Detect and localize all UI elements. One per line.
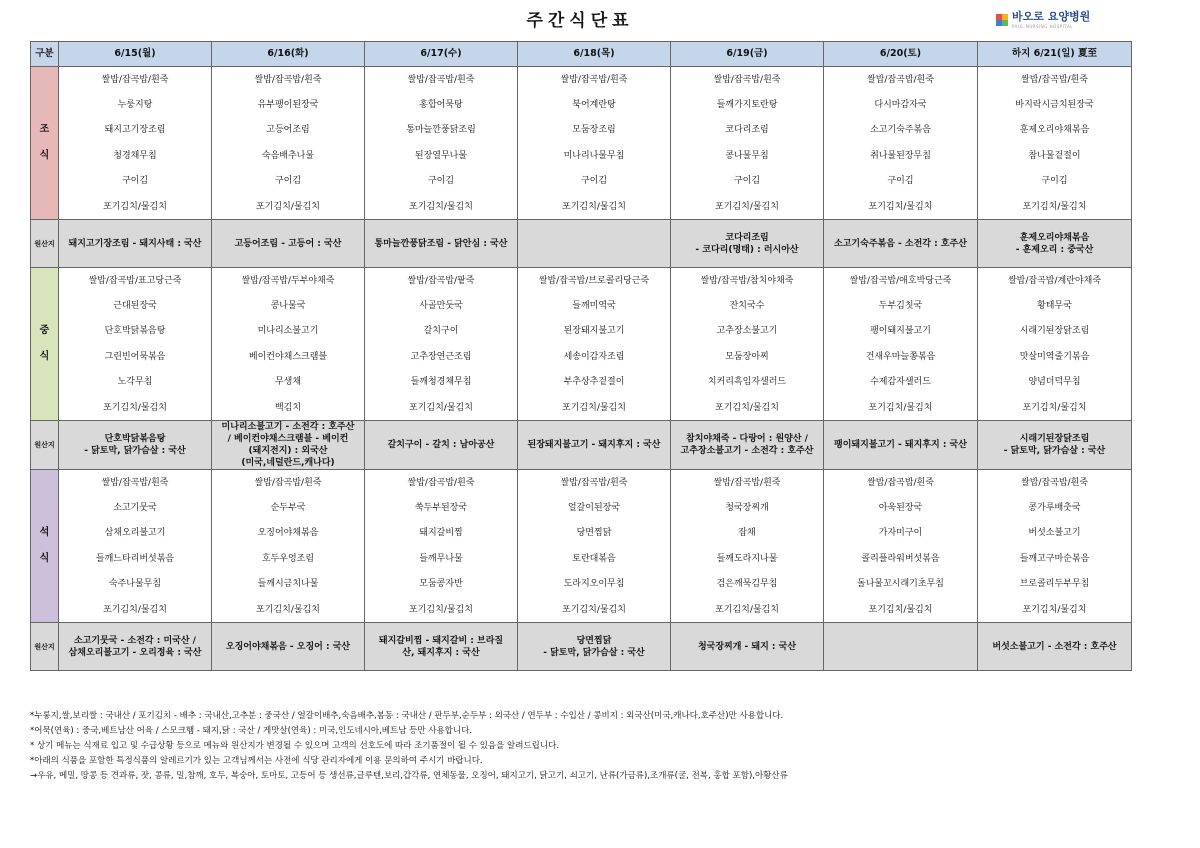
meal-label-char: 석: [39, 527, 50, 538]
header-day: 6/17(수): [365, 42, 518, 67]
menu-item: 코다리조림: [671, 118, 824, 144]
menu-item: 통마늘깐풍닭조림: [365, 118, 518, 144]
menu-item: 미나리소불고기: [212, 319, 365, 345]
menu-item: 세송이감자조림: [518, 344, 671, 370]
header-row: [31, 42, 1132, 67]
breakfast-label: [31, 67, 59, 220]
menu-item: 순두부국: [212, 495, 365, 521]
menu-item: 쌀밥/잡곡밥/흰죽: [824, 67, 978, 93]
menu-item: 모둠장아찌: [671, 344, 824, 370]
menu-item: 쌀밥/잡곡밥/참치야채죽: [671, 268, 824, 294]
header-corner: 구분: [31, 42, 59, 67]
lunch-row: [31, 344, 1132, 370]
menu-item: 홍합어묵탕: [365, 92, 518, 118]
menu-item: 가자미구이: [824, 521, 978, 547]
origin-info: 팽이돼지불고기 - 돼지후지 : 국산: [824, 421, 978, 470]
menu-item: 들깨도라지나물: [671, 546, 824, 572]
meal-label-char: 식: [39, 351, 50, 362]
origin-info: 참치야채죽 - 다랑어 : 원양산 / 고추장소불고기 - 소전각 : 호주산: [671, 421, 824, 470]
meal-label-char: 중: [39, 325, 50, 336]
menu-item: 콩나물국: [212, 293, 365, 319]
lunch-row: [31, 268, 1132, 294]
menu-item: 백김치: [212, 395, 365, 421]
menu-item: 청국장찌개: [671, 495, 824, 521]
menu-item: 된장열무나물: [365, 143, 518, 169]
menu-item: 도라지오이무침: [518, 572, 671, 598]
menu-item: 포기김치/물김치: [365, 395, 518, 421]
menu-item: 미나리나물무침: [518, 143, 671, 169]
origin-info: 된장돼지불고기 - 돼지후지 : 국산: [518, 421, 671, 470]
logo-subtitle: PAUL NURSING HOSPITAL: [1012, 24, 1073, 29]
dinner-row: [31, 521, 1132, 547]
origin-info: 소고기숙주볶음 - 소전각 : 호주산: [824, 220, 978, 268]
menu-item: 치커리흑임자샐러드: [671, 370, 824, 396]
breakfast-row: [31, 67, 1132, 93]
dinner-row: [31, 572, 1132, 598]
menu-item: 포기김치/물김치: [824, 395, 978, 421]
note-line: *어묵(연육) : 중국,베트남산 어육 / 스모크햄 - 돼지,닭 : 국산 / 게맛살(연육) : 미국,인도네시아,베트남 등만 사용합니다.: [30, 726, 473, 736]
header-day: 6/20(토): [824, 42, 978, 67]
menu-item: 취나물된장무침: [824, 143, 978, 169]
menu-item: 포기김치/물김치: [59, 395, 212, 421]
menu-item: 쌀밥/잡곡밥/흰죽: [671, 470, 824, 496]
menu-item: 콜리플라워버섯볶음: [824, 546, 978, 572]
logo-icon: [996, 14, 1008, 26]
menu-item: 쌀밥/잡곡밥/흰죽: [212, 470, 365, 496]
menu-item: 쌀밥/잡곡밥/흰죽: [978, 470, 1132, 496]
menu-item: 쌀밥/잡곡밥/두부야채죽: [212, 268, 365, 294]
menu-item: 포기김치/물김치: [671, 597, 824, 623]
menu-item: 쌀밥/잡곡밥/흰죽: [824, 470, 978, 496]
menu-item: 토란대볶음: [518, 546, 671, 572]
menu-item: 포기김치/물김치: [824, 597, 978, 623]
menu-item: 들깨청경채무침: [365, 370, 518, 396]
origin-info: 소고기뭇국 - 소전각 : 미국산 / 삼채오리불고기 - 오리정육 : 국산: [59, 623, 212, 671]
lunch-row: [31, 395, 1132, 421]
header-day: 하지 6/21(일) 夏至: [978, 42, 1132, 67]
menu-item: 건새우마늘쫑볶음: [824, 344, 978, 370]
menu-item: 구이김: [518, 169, 671, 195]
header-day: 6/16(화): [212, 42, 365, 67]
menu-item: 북어계란탕: [518, 92, 671, 118]
menu-item: 쌀밥/잡곡밥/표고당근죽: [59, 268, 212, 294]
dinner-origin-row: [31, 623, 1132, 671]
menu-item: 바지락시금치된장국: [978, 92, 1132, 118]
menu-item: 잡채: [671, 521, 824, 547]
menu-item: 구이김: [59, 169, 212, 195]
note-line: *누룽지,쌀,보리쌀 : 국내산 / 포기김치 - 배추 : 국내산,고추분 : 중국산 / 얼갈이배추,숙음배추,봄동 : 국내산 / 판두부,순두부 : 외국산 / 연두부 : 수입산 / 콩비지 : 외국산(미국,캐나다,호주산)만 사용합니다.: [30, 711, 784, 721]
menu-item: 쌀밥/잡곡밥/흰죽: [59, 470, 212, 496]
menu-item: 포기김치/물김치: [671, 395, 824, 421]
menu-item: 잔치국수: [671, 293, 824, 319]
menu-item: 구이김: [671, 169, 824, 195]
menu-item: 다시마감자국: [824, 92, 978, 118]
menu-item: 당면찜닭: [518, 521, 671, 547]
menu-item: 양념더덕무침: [978, 370, 1132, 396]
menu-item: 들깨느타리버섯볶음: [59, 546, 212, 572]
menu-item: 들깨시금치나물: [212, 572, 365, 598]
menu-item: 포기김치/물김치: [518, 194, 671, 220]
origin-info: [824, 623, 978, 671]
dinner-label: [31, 470, 59, 623]
lunch-label: [31, 268, 59, 421]
menu-item: 청경채무침: [59, 143, 212, 169]
menu-item: 들깨가지토란탕: [671, 92, 824, 118]
menu-item: 쑥두부된장국: [365, 495, 518, 521]
menu-item: 고추장연근조림: [365, 344, 518, 370]
note-line: →우유, 메밀, 땅콩 등 견과류, 잣, 콩류, 밀,참깨, 호두, 복숭아, 토마토, 고등어 등 생선류,글루텐,보리,갑각류, 연체동물, 오징어, 돼지고기, 닭고기, 쇠고기, 난류(가금류),조개류(굴, 전복, 홍합 포함),아황산류: [30, 771, 788, 781]
menu-item: 포기김치/물김치: [212, 194, 365, 220]
menu-item: 구이김: [824, 169, 978, 195]
menu-item: 포기김치/물김치: [518, 395, 671, 421]
menu-item: 쌀밥/잡곡밥/계란야채죽: [978, 268, 1132, 294]
origin-info: 버섯소불고기 - 소전각 : 호주산: [978, 623, 1132, 671]
menu-item: 구이김: [212, 169, 365, 195]
menu-item: 포기김치/물김치: [59, 597, 212, 623]
menu-item: 포기김치/물김치: [978, 194, 1132, 220]
note-line: * 상기 메뉴는 식재료 입고 및 수급상황 등으로 메뉴와 원산지가 변경될 수 있으며 고객의 선호도에 따라 조기품절이 될 수 있음을 알려드립니다.: [30, 741, 560, 751]
menu-item: 고등어조림: [212, 118, 365, 144]
menu-item: 쌀밥/잡곡밥/흰죽: [212, 67, 365, 93]
meal-label-char: 조: [39, 124, 50, 135]
menu-item: 포기김치/물김치: [59, 194, 212, 220]
menu-item: 쌀밥/잡곡밥/애호박당근죽: [824, 268, 978, 294]
menu-item: 근대된장국: [59, 293, 212, 319]
menu-item: 콩가루배춧국: [978, 495, 1132, 521]
menu-item: 돌나물꼬시래기초무침: [824, 572, 978, 598]
origin-info: 미나리소불고기 - 소전각 : 호주산 / 베이컨야채스크램블 - 베이컨 (돼지전지) : 외국산 (미국,네덜란드,캐나다): [212, 421, 365, 470]
menu-item: 참나물겉절이: [978, 143, 1132, 169]
menu-item: 포기김치/물김치: [824, 194, 978, 220]
menu-item: 쌀밥/잡곡밥/브로콜리당근죽: [518, 268, 671, 294]
weekly-menu-table: [30, 41, 1132, 671]
header-day: 6/18(목): [518, 42, 671, 67]
origin-info: 돼지갈비찜 - 돼지갈비 : 브라질 산, 돼지후지 : 국산: [365, 623, 518, 671]
menu-item: 검은깨묵김무침: [671, 572, 824, 598]
menu-item: 쌀밥/잡곡밥/팥죽: [365, 268, 518, 294]
origin-info: 갈치구이 - 갈치 : 남아공산: [365, 421, 518, 470]
breakfast-row: [31, 92, 1132, 118]
menu-item: 그린빈어묵볶음: [59, 344, 212, 370]
menu-item: 브로콜리두부무침: [978, 572, 1132, 598]
origin-info: 시래기된장닭조림 - 닭토막, 닭가슴살 : 국산: [978, 421, 1132, 470]
breakfast-row: [31, 169, 1132, 195]
menu-item: 호두우엉조림: [212, 546, 365, 572]
menu-item: 포기김치/물김치: [978, 395, 1132, 421]
menu-item: 숙음배추나물: [212, 143, 365, 169]
menu-item: 베이컨야채스크램블: [212, 344, 365, 370]
menu-item: 된장돼지불고기: [518, 319, 671, 345]
origin-label: 원산지: [31, 623, 59, 671]
menu-item: 소고기뭇국: [59, 495, 212, 521]
meal-label-char: 식: [39, 553, 50, 564]
menu-item: 구이김: [978, 169, 1132, 195]
menu-item: 포기김치/물김치: [518, 597, 671, 623]
dinner-row: [31, 546, 1132, 572]
origin-info: 당면찜닭 - 닭토막, 닭가슴살 : 국산: [518, 623, 671, 671]
menu-item: 버섯소불고기: [978, 521, 1132, 547]
origin-info: [518, 220, 671, 268]
menu-item: 소고기숙주볶음: [824, 118, 978, 144]
page-title: 주간식단표: [526, 11, 634, 31]
origin-label: 원산지: [31, 220, 59, 268]
menu-item: 포기김치/물김치: [365, 597, 518, 623]
logo-name: 바오로 요양병원: [1012, 10, 1091, 23]
menu-item: 들깨고구마순볶음: [978, 546, 1132, 572]
origin-label: 원산지: [31, 421, 59, 470]
menu-item: 구이김: [365, 169, 518, 195]
menu-item: 쌀밥/잡곡밥/흰죽: [365, 67, 518, 93]
menu-item: 쌀밥/잡곡밥/흰죽: [671, 67, 824, 93]
menu-item: 부추상추겉절이: [518, 370, 671, 396]
menu-item: 콩나물무침: [671, 143, 824, 169]
origin-info: 고등어조림 - 고등어 : 국산: [212, 220, 365, 268]
menu-item: 누룽지탕: [59, 92, 212, 118]
menu-item: 팽이돼지불고기: [824, 319, 978, 345]
menu-item: 단호박닭볶음탕: [59, 319, 212, 345]
lunch-row: [31, 370, 1132, 396]
origin-info: 청국장찌개 - 돼지 : 국산: [671, 623, 824, 671]
lunch-row: [31, 319, 1132, 345]
menu-item: 오징어야채볶음: [212, 521, 365, 547]
breakfast-origin-row: [31, 220, 1132, 268]
menu-item: 쌀밥/잡곡밥/흰죽: [59, 67, 212, 93]
menu-item: 사골만둣국: [365, 293, 518, 319]
menu-item: 노각무침: [59, 370, 212, 396]
menu-item: 모둠장조림: [518, 118, 671, 144]
breakfast-row: [31, 118, 1132, 144]
menu-item: 두부김칫국: [824, 293, 978, 319]
origin-info: 코다리조림 - 코다리(명태) : 러시아산: [671, 220, 824, 268]
menu-item: 돼지고기장조림: [59, 118, 212, 144]
menu-item: 들깨무나물: [365, 546, 518, 572]
menu-item: 들깨미역국: [518, 293, 671, 319]
menu-item: 아욱된장국: [824, 495, 978, 521]
menu-item: 돼지갈비찜: [365, 521, 518, 547]
breakfast-row: [31, 194, 1132, 220]
dinner-row: [31, 470, 1132, 496]
dinner-row: [31, 597, 1132, 623]
menu-item: 갈치구이: [365, 319, 518, 345]
dinner-row: [31, 495, 1132, 521]
menu-item: 포기김치/물김치: [671, 194, 824, 220]
menu-item: 쌀밥/잡곡밥/흰죽: [518, 470, 671, 496]
menu-item: 쌀밥/잡곡밥/흰죽: [978, 67, 1132, 93]
lunch-origin-row: [31, 421, 1132, 470]
menu-item: 고추장소불고기: [671, 319, 824, 345]
menu-item: 포기김치/물김치: [365, 194, 518, 220]
menu-item: 유부팽이된장국: [212, 92, 365, 118]
origin-info: 통마늘깐풍닭조림 - 닭안심 : 국산: [365, 220, 518, 268]
note-line: *아래의 식품을 포함한 특정식품의 알레르기가 있는 고객님께서는 사전에 식당 관리자에게 이용 문의하여 주시기 바랍니다.: [30, 756, 483, 766]
menu-item: 얼갈이된장국: [518, 495, 671, 521]
menu-item: 훈제오리야채볶음: [978, 118, 1132, 144]
origin-info: 오징어야채볶음 - 오징어 : 국산: [212, 623, 365, 671]
menu-item: 쌀밥/잡곡밥/흰죽: [518, 67, 671, 93]
menu-item: 모둠콩자반: [365, 572, 518, 598]
origin-info: 돼지고기장조림 - 돼지사태 : 국산: [59, 220, 212, 268]
lunch-row: [31, 293, 1132, 319]
menu-item: 수제감자샐러드: [824, 370, 978, 396]
notes: [30, 709, 1150, 784]
menu-item: 맛살미역줄기볶음: [978, 344, 1132, 370]
header-day: 6/19(금): [671, 42, 824, 67]
origin-info: 훈제오리야채볶음 - 훈제오리 : 중국산: [978, 220, 1132, 268]
menu-item: 포기김치/물김치: [212, 597, 365, 623]
menu-item: 숙주나물무침: [59, 572, 212, 598]
meal-label-char: 식: [39, 150, 50, 161]
menu-body: [31, 67, 1132, 671]
hospital-logo: [996, 9, 1090, 31]
breakfast-row: [31, 143, 1132, 169]
menu-item: 포기김치/물김치: [978, 597, 1132, 623]
menu-item: 쌀밥/잡곡밥/흰죽: [365, 470, 518, 496]
origin-info: 단호박닭볶음탕 - 닭토막, 닭가슴살 : 국산: [59, 421, 212, 470]
menu-item: 삼채오리불고기: [59, 521, 212, 547]
menu-item: 황태무국: [978, 293, 1132, 319]
header-day: 6/15(월): [59, 42, 212, 67]
menu-item: 무생채: [212, 370, 365, 396]
menu-item: 시래기된장닭조림: [978, 319, 1132, 345]
